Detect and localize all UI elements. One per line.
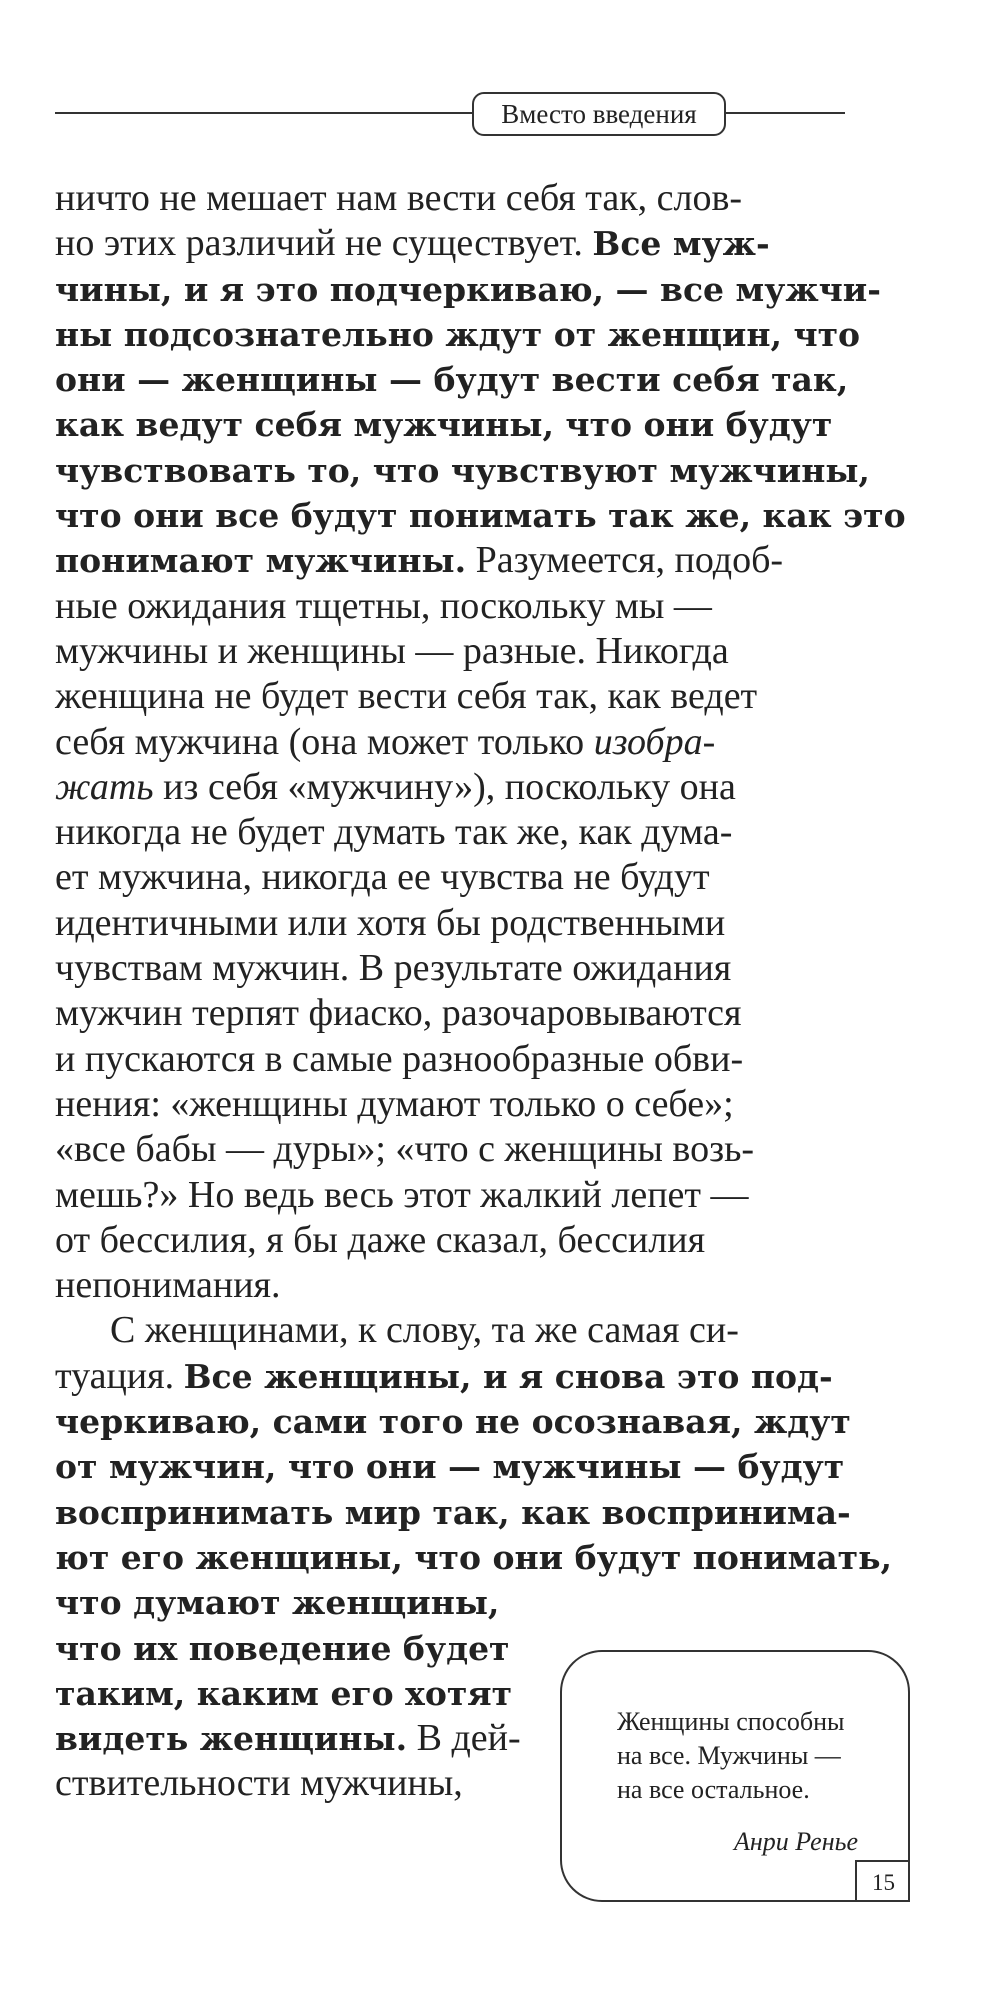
text-line: ют его женщины, что они будут понимать,	[55, 1537, 892, 1577]
text-line: мешь?» Но ведь весь этот жалкий лепет —	[55, 1173, 749, 1216]
main-text	[55, 176, 906, 1807]
text-line: но этих различий не существует. Все муж-	[55, 222, 770, 265]
text-line: «все бабы — дуры»; «что с женщины возь-	[55, 1128, 755, 1171]
text-line: что их поведение будет	[55, 1628, 510, 1668]
text-line: непонимания.	[55, 1264, 281, 1307]
text-line: чувствам мужчин. В результате ожидания	[55, 947, 732, 990]
text-line: от мужчин, что они — мужчины — будут	[55, 1447, 845, 1487]
text-line: никогда не будет думать так же, как дума-	[55, 811, 733, 854]
text-line: и пускаются в самые разнообразные обви-	[55, 1037, 744, 1080]
text-line: нения: «женщины думают только о себе»;	[55, 1082, 734, 1125]
text-line: как ведут себя мужчины, что они будут	[55, 405, 833, 445]
text-line: жать из себя «мужчину»), поскольку она	[55, 765, 736, 808]
text-line: ны подсознательно ждут от женщин, что	[55, 314, 861, 354]
text-line: видеть женщины. В дей-	[55, 1717, 521, 1760]
epigraph-line: на все остальное.	[617, 1775, 810, 1804]
header-rule	[55, 112, 845, 114]
text-line: что они все будут понимать так же, как это	[55, 496, 906, 536]
text-line: ет мужчина, никогда ее чувства не будут	[55, 856, 710, 899]
text-line: ствительности мужчины,	[55, 1762, 463, 1805]
epigraph-text	[617, 1705, 877, 1807]
text-line: черкиваю, сами того не осознавая, ждут	[55, 1402, 851, 1442]
page-number: 15	[855, 1860, 910, 1902]
epigraph-author: Анри Ренье	[733, 1827, 858, 1856]
text-line: понимают мужчины. Разумеется, подоб-	[55, 539, 784, 582]
text-line: что думают женщины,	[55, 1583, 500, 1623]
text-line: воспринимать мир так, как воспринима-	[55, 1492, 851, 1532]
text-line: идентичными или хотя бы родственными	[55, 901, 726, 944]
text-line: мужчин терпят фиаско, разочаровываются	[55, 992, 742, 1035]
text-line: С женщинами, к слову, та же самая си-	[110, 1309, 739, 1352]
text-line: мужчины и женщины — разные. Никогда	[55, 629, 729, 672]
running-header: Вместо введения	[472, 92, 726, 136]
text-line: чины, и я это подчеркиваю, — все мужчи-	[55, 269, 881, 309]
text-line: от бессилия, я бы даже сказал, бессилия	[55, 1218, 706, 1261]
epigraph-line: на все. Мужчины —	[617, 1741, 841, 1770]
text-line: себя мужчина (она может только изобра-	[55, 720, 716, 763]
text-line: женщина не будет вести себя так, как ведет	[55, 675, 758, 718]
text-line: таким, каким его хотят	[55, 1673, 513, 1713]
text-line: ные ожидания тщетны, поскольку мы —	[55, 584, 712, 627]
text-line: они — женщины — будут вести себя так,	[55, 360, 849, 400]
text-line: ничто не мешает нам вести себя так, слов-	[55, 177, 743, 219]
text-line: туация. Все женщины, и я снова это под-	[55, 1354, 833, 1397]
text-line: чувствовать то, что чувствуют мужчины,	[55, 450, 870, 490]
epigraph-line: Женщины способны	[617, 1707, 845, 1736]
